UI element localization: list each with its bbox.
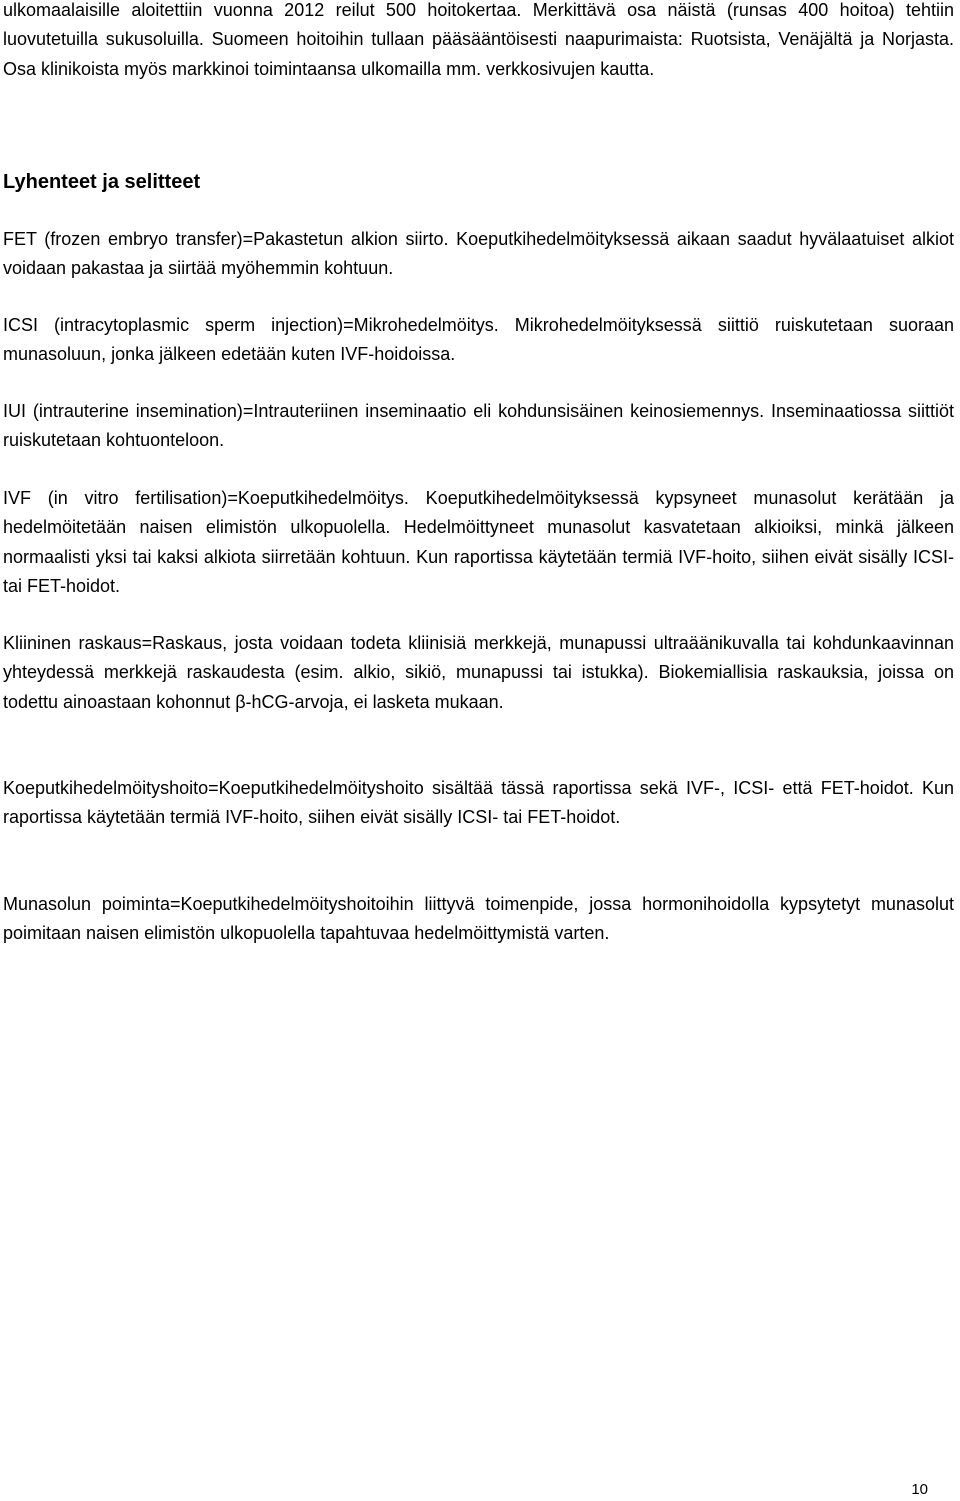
definition-fet: FET (frozen embryo transfer)=Pakastetun alkion siirto. Koeputkihedelmöityksessä aikaan saadut hyvälaatuiset alkiot voidaan pakastaa ja siirtää myöhemmin kohtuun. bbox=[3, 229, 954, 279]
definition-clinical-pregnancy: Kliininen raskaus=Raskaus, josta voidaan todeta kliinisiä merkkejä, munapussi ultraäänikuvalla tai kohdunkaavinnan yhteydessä merkkejä raskaudesta (esim. alkio, sikiö, munapussi tai istukka). Biokemiallisia raskauksia, joissa on todettu ainoastaan kohonnut β-hCG-arvoja, ei lasketa mukaan. bbox=[3, 633, 954, 712]
definition-egg-retrieval: Munasolun poiminta=Koeputkihedelmöityshoitoihin liittyvä toimenpide, jossa hormonihoidolla kypsytetyt munasolut poimitaan naisen elimistön ulkopuolella tapahtuvaa hedelmöittymistä varten. bbox=[3, 894, 954, 944]
definition-ivf-treatment: Koeputkihedelmöityshoito=Koeputkihedelmöityshoito sisältää tässä raportissa sekä IVF-, ICSI- että FET-hoidot. Kun raportissa käytetään termiä IVF-hoito, siihen eivät sisälly ICSI- tai FET-hoidot. bbox=[3, 778, 954, 828]
page-number: 10 bbox=[911, 1481, 928, 1498]
section-heading: Lyhenteet ja selitteet bbox=[3, 171, 201, 193]
definition-ivf: IVF (in vitro fertilisation)=Koeputkihedelmöitys. Koeputkihedelmöityksessä kypsyneet munasolut kerätään ja hedelmöitetään naisen elimistön ulkopuolella. Hedelmöittyneet munasolut kasvatetaan alkioiksi, minkä jälkeen normaalisti yksi tai kaksi alkiota siirretään kohtuun. Kun raportissa käytetään termiä IVF-hoito, siihen eivät sisälly ICSI- tai FET-hoidot. bbox=[3, 488, 954, 596]
intro-paragraph: ulkomaalaisille aloitettiin vuonna 2012 reilut 500 hoitokertaa. Merkittävä osa näistä (runsas 400 hoitoa) tehtiin luovutetuilla sukusoluilla. Suomeen hoitoihin tullaan pääsääntöisesti naapurimaista: Ruotsista, Venäjältä ja Norjasta. Osa klinikoista myös markkinoi toimintaansa ulkomailla mm. verkkosivujen kautta. bbox=[3, 0, 954, 79]
definition-iui: IUI (intrauterine insemination)=Intrauteriinen inseminaatio eli kohdunsisäinen keinosiemennys. Inseminaatiossa siittiöt ruiskutetaan kohtuonteloon. bbox=[3, 401, 954, 451]
definition-icsi: ICSI (intracytoplasmic sperm injection)=Mikrohedelmöitys. Mikrohedelmöityksessä siittiö ruiskutetaan suoraan munasoluun, jonka jälkeen edetään kuten IVF-hoidoissa. bbox=[3, 315, 954, 365]
